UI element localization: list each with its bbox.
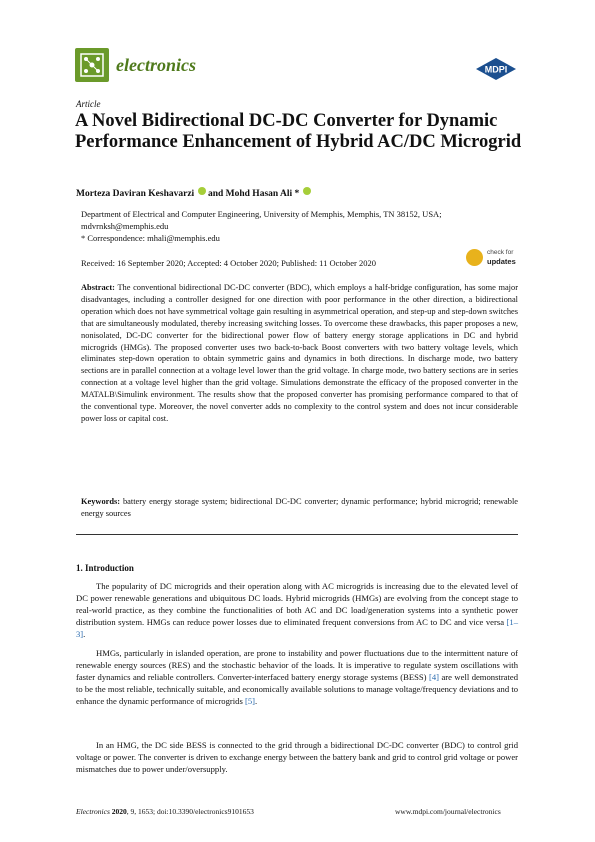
check-for-updates-badge[interactable] xyxy=(466,246,526,270)
correspondence: * Correspondence: mhali@memphis.edu xyxy=(81,233,220,243)
mdpi-logo-icon xyxy=(474,58,518,80)
journal-name: electronics xyxy=(116,55,196,75)
paper-title: A Novel Bidirectional DC-DC Converter for Dynamic Performance Enhancement of Hybrid AC/DC Microgrid xyxy=(75,111,522,152)
paragraph-text: . xyxy=(254,696,258,707)
citation-link[interactable]: [1–3] xyxy=(76,617,518,640)
author-name: and Mohd Hasan Ali xyxy=(207,189,293,199)
footer-year: 2020 xyxy=(111,807,127,816)
citation-link[interactable]: [4] xyxy=(428,672,440,683)
footer-citation xyxy=(76,807,254,816)
paragraph-text: are well demonstrated to be the most reliable, technically suitable, and economically available solutions to manage voltage/frequency deviations and to enhance the dynamic performance of microgrids xyxy=(76,672,518,707)
paragraph-text: . xyxy=(83,629,86,640)
body-paragraph: In an HMG, the DC side BESS is connected to the grid through a bidirectional DC-DC converter (BDC) to control grid voltage or power. The converter is driven to exchange energy between the battery bank and grid to control grid voltage or power mismatches due to power under/oversupply. xyxy=(76,740,518,775)
abstract xyxy=(81,282,518,425)
article-type: Article xyxy=(76,99,101,109)
svg-text:MDPI: MDPI xyxy=(484,64,508,75)
keywords-text: battery energy storage system; bidirectional DC-DC converter; dynamic performance; hybrid microgrid; renewable energy sources xyxy=(81,497,519,518)
keywords-label: Keywords: xyxy=(81,497,121,506)
orcid-icon[interactable] xyxy=(198,187,206,195)
abstract-text: The conventional bidirectional DC-DC converter (BDC), which employs a half-bridge configuration, has some major disadvantages, including a controller designed for one direction with poor performance in the other direction, a bidirectional operation which does not have symmetrical voltage gain resulting in asymmetrical operation, and step-up and step-down switches that are simultaneously modulated, thereby increasing switching losses. To overcome these drawbacks, this paper proposes a new, nonisolated, DC-DC converter for the bidirectional power flow of battery energy storage applications in DC and hybrid microgrids (HMGs). The proposed converter uses two back-to-back Boost converters with two battery voltage levels, which eliminates step-down operation to obtain symmetric gains and dynamics in both directions. In discharge mode, two battery sections are in parallel connection at a voltage level lower than the grid voltage. In charge mode, two battery sections are in series connection at a voltage level higher than the grid voltage. Simulations demonstrate the efficacy of the proposed converter in the MATALB\Simulink environment. The results show that the proposed converter has promising performance compared to that of the conventional type. Moreover, the novel converter adds no complexity to the control system and does not incur considerable power loss or capital cost. xyxy=(81,283,518,423)
section-heading: 1. Introduction xyxy=(76,563,134,573)
check-updates-label: check for xyxy=(487,249,514,256)
body-paragraph xyxy=(76,647,518,707)
affiliation: Department of Electrical and Computer Engineering, University of Memphis, Memphis, TN 38152, USA; xyxy=(81,209,442,219)
author-list xyxy=(76,187,311,199)
paragraph-text: HMGs, particularly in islanded operation, are prone to instability and power fluctuations due to the intermittent nature of renewable energy sources (RES) and the stochastic behavior of the loads. It is imperative to regulate system oscillations with faster dynamics and reliable controllers. Converter-interfaced battery energy storage systems (BESS) xyxy=(76,648,518,683)
footer-doi[interactable]: , 9, 1653; doi:10.3390/electronics9101653 xyxy=(126,807,254,816)
citation-link[interactable]: [5] xyxy=(244,696,255,707)
footer-journal-url[interactable]: www.mdpi.com/journal/electronics xyxy=(395,807,501,816)
check-updates-icon xyxy=(466,249,483,266)
journal-logo-icon xyxy=(75,48,109,82)
author-email[interactable]: mdvrnksh@memphis.edu xyxy=(81,221,169,231)
paragraph-text: The popularity of DC microgrids and their operation along with AC microgrids is increasing due to the elevated level of DC power renewable generations and ubiquitous DC loads. Hybrid microgrids (HMGs) are evolving from the concept stage to real-world practice, as they combine the functionalities of both AC and DC load/generation systems into a synthetic power distribution system. HMGs can reduce power losses due to eliminated frequent conversions from AC to DC and vice versa xyxy=(76,581,518,628)
abstract-label: Abstract: xyxy=(81,283,115,292)
corresponding-marker: * xyxy=(292,189,300,199)
check-updates-label-strong: updates xyxy=(487,257,516,266)
orcid-icon[interactable] xyxy=(303,187,311,195)
section-divider xyxy=(76,534,518,535)
keywords xyxy=(81,496,518,520)
author-name: Morteza Daviran Keshavarzi xyxy=(76,189,195,199)
body-paragraph xyxy=(76,580,518,640)
footer-journal: Electronics xyxy=(76,807,110,816)
publication-dates: Received: 16 September 2020; Accepted: 4 October 2020; Published: 11 October 2020 xyxy=(81,258,376,268)
